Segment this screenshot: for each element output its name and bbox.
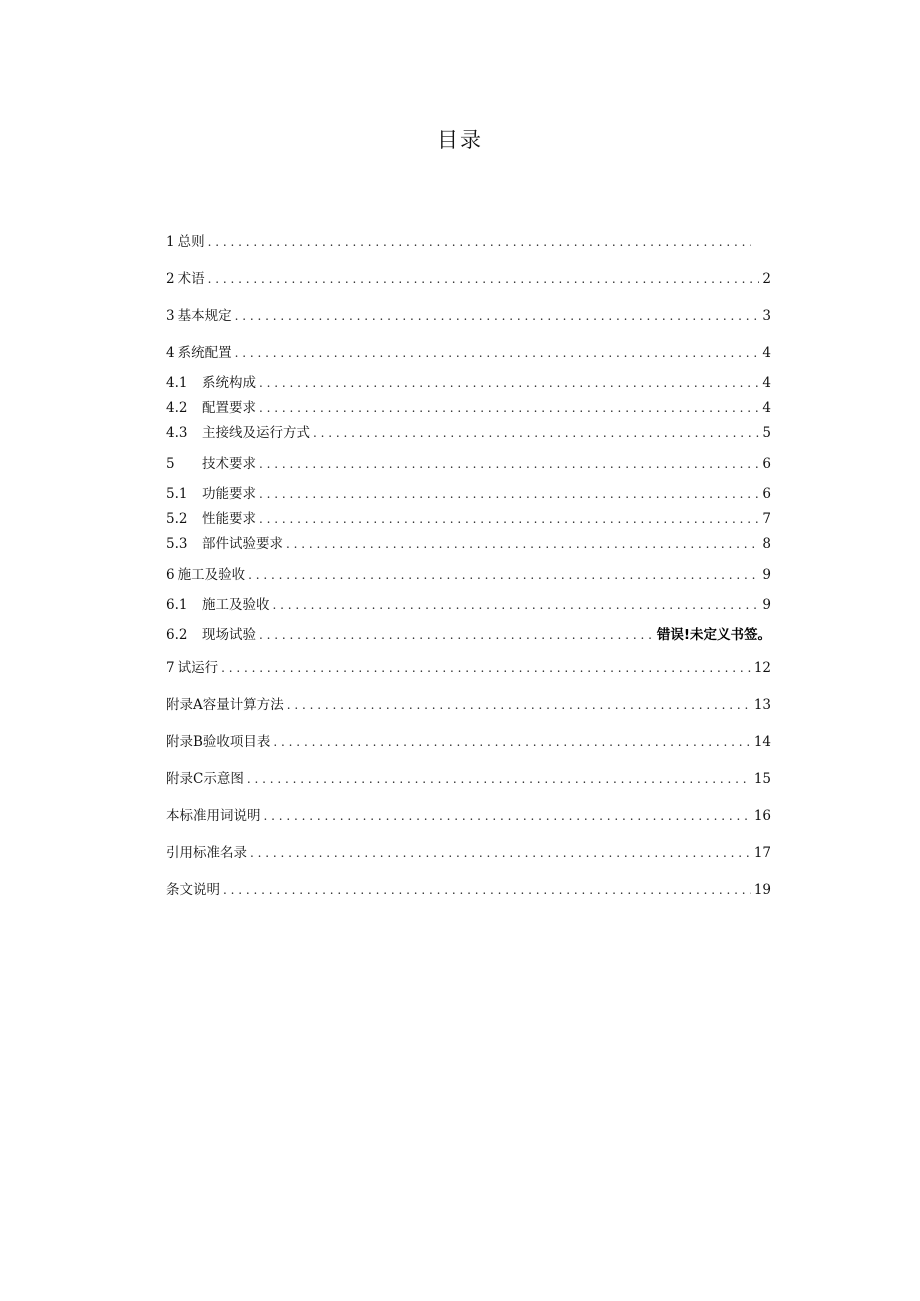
toc-leader-dots	[235, 343, 760, 363]
toc-entry-page: 4	[762, 375, 771, 391]
toc-entry[interactable]	[166, 398, 771, 418]
toc-entry-page: 7	[762, 511, 771, 527]
toc-entry-page: 8	[762, 536, 771, 552]
toc-entry-page: 4	[762, 400, 771, 416]
toc-leader-dots	[208, 232, 751, 252]
toc-entry-number: 4.1	[166, 375, 188, 391]
toc-leader-dots	[221, 658, 751, 678]
toc-leader-dots	[259, 625, 654, 645]
toc-entry-label: 施工及验收	[202, 597, 270, 613]
toc-entry-number: 5.3	[166, 536, 188, 552]
toc-entry-page: 12	[753, 660, 771, 676]
toc-entry[interactable]	[166, 373, 771, 393]
toc-entry-page: 6	[762, 456, 771, 472]
toc-entry[interactable]	[166, 509, 771, 529]
toc-entry-number: 5	[166, 456, 175, 472]
toc-entry-page: 19	[753, 882, 771, 898]
toc-entry-page: 9	[762, 597, 771, 613]
toc-entry-label: 部件试验要求	[202, 536, 283, 552]
toc-leader-dots	[273, 595, 760, 615]
toc-entry[interactable]	[166, 880, 771, 900]
toc-leader-dots	[259, 398, 759, 418]
toc-entry[interactable]	[166, 565, 771, 585]
toc-entry-label: 系统配置	[177, 345, 232, 361]
toc-entry-label: 现场试验	[202, 627, 256, 643]
toc-leader-dots	[208, 269, 760, 289]
toc-leader-dots	[250, 843, 751, 863]
toc-entry-number: 4	[166, 345, 175, 361]
toc-entry-page: 6	[762, 486, 771, 502]
toc-entry-label: 条文说明	[166, 882, 220, 898]
toc-entry-page: 15	[753, 771, 771, 787]
toc-entry-label: 施工及验收	[177, 567, 246, 583]
toc-entry-label: 功能要求	[202, 486, 256, 502]
toc-entry-label: 试运行	[177, 660, 219, 676]
toc-entry[interactable]	[166, 732, 771, 752]
toc-entry-number: 6	[166, 567, 175, 583]
toc-leader-dots	[287, 695, 751, 715]
toc-entry-label: 引用标准名录	[166, 845, 247, 861]
toc-entry-number: 4.3	[166, 425, 188, 441]
toc-entry[interactable]	[166, 625, 771, 645]
toc-entry-page: 13	[753, 697, 771, 713]
toc-entry-page: 17	[753, 845, 771, 861]
toc-entry[interactable]	[166, 843, 771, 863]
toc-entry-label: 本标准用词说明	[166, 808, 261, 824]
toc-entry[interactable]	[166, 534, 771, 554]
toc-entry-label: 附录B验收项目表	[166, 734, 271, 750]
toc-entry-label: 主接线及运行方式	[202, 425, 310, 441]
toc-leader-dots	[248, 565, 759, 585]
toc-leader-dots	[259, 484, 759, 504]
toc-title: 目录	[437, 128, 483, 152]
toc-leader-dots	[259, 509, 759, 529]
toc-entry-number: 5.1	[166, 486, 188, 502]
toc-entry[interactable]	[166, 454, 771, 474]
toc-entry-page-error: 错误!未定义书签。	[656, 627, 771, 643]
toc-entry-label: 技术要求	[202, 456, 256, 472]
toc-entry-number: 7	[166, 660, 175, 676]
toc-entry[interactable]	[166, 306, 771, 326]
toc-entry-page: 9	[762, 567, 771, 583]
toc-leader-dots	[259, 454, 759, 474]
toc-entry-label: 附录C示意图	[166, 771, 244, 787]
toc-entry[interactable]	[166, 595, 771, 615]
toc-leader-dots	[247, 769, 751, 789]
toc-entry-label: 总则	[177, 234, 205, 250]
toc-entry-number: 2	[166, 271, 175, 287]
toc-entry-number: 6.2	[166, 627, 188, 643]
toc-entry-page: 14	[753, 734, 771, 750]
toc-entry[interactable]	[166, 484, 771, 504]
toc-leader-dots	[273, 732, 750, 752]
toc-entry-label: 系统构成	[202, 375, 256, 391]
toc-leader-dots	[235, 306, 760, 326]
toc-entry[interactable]	[166, 343, 771, 363]
toc-leader-dots	[223, 880, 751, 900]
toc-entry-label: 附录A容量计算方法	[166, 697, 284, 713]
toc-entry[interactable]	[166, 269, 771, 289]
toc-entry-number: 3	[166, 308, 175, 324]
toc-entry-page: 5	[762, 425, 771, 441]
toc-entry-number: 4.2	[166, 400, 188, 416]
toc-entry-label: 术语	[177, 271, 205, 287]
toc-entry[interactable]	[166, 232, 771, 252]
toc-entry-label: 基本规定	[177, 308, 232, 324]
toc-entry-label: 性能要求	[202, 511, 256, 527]
toc-entry-page: 16	[753, 808, 771, 824]
toc-entry-page: 2	[762, 271, 771, 287]
toc-entry[interactable]	[166, 695, 771, 715]
toc-entry-page: 3	[762, 308, 771, 324]
toc-entry[interactable]	[166, 769, 771, 789]
toc-leader-dots	[259, 373, 759, 393]
toc-entry[interactable]	[166, 806, 771, 826]
toc-entry-page: 4	[762, 345, 771, 361]
toc-leader-dots	[264, 806, 751, 826]
toc-entry-number: 5.2	[166, 511, 188, 527]
toc-entry-label: 配置要求	[202, 400, 256, 416]
toc-entry[interactable]	[166, 658, 771, 678]
toc-leader-dots	[286, 534, 759, 554]
toc-leader-dots	[313, 423, 759, 443]
toc-entry-number: 6.1	[166, 597, 188, 613]
toc-entry-number: 1	[166, 234, 175, 250]
toc-entry[interactable]	[166, 423, 771, 443]
